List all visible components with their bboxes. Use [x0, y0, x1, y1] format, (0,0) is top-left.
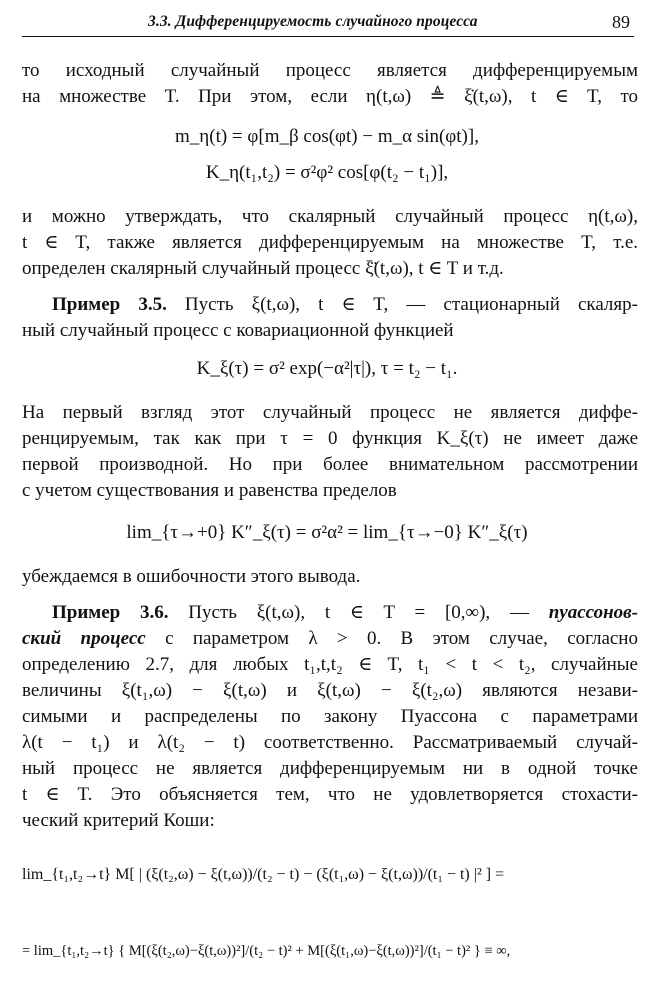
example-text: Пусть ξ(t,ω), t ∈ T, — стационарный скаляр- [184, 294, 638, 315]
text-line: определен скалярный случайный процесс ξ̈(t,ω), t ∈ T и т.д. [22, 258, 504, 279]
formula-limits: lim_{τ→+0} K″_ξ(τ) = σ²α² = lim_{τ→−0} K″_ξ(τ) [126, 522, 528, 543]
running-header [22, 12, 634, 37]
text-line: убеждаемся в ошибочности этого вывода. [22, 566, 361, 587]
text-line: t ∈ T. Это объясняется тем, что не удовлетворяется стохасти- [22, 784, 638, 805]
page-number: 89 [612, 12, 630, 32]
example-heading: Пример 3.5. [52, 294, 167, 315]
text-line: λ(t − t₁) и λ(t₂ − t) соответственно. Рассматриваемый случай- [22, 732, 638, 753]
text-line: На первый взгляд этот случайный процесс не является диффе- [22, 402, 638, 423]
example-3-5-line [52, 292, 638, 318]
formula-covariance: K_ξ(τ) = σ² exp(−α²|τ|), τ = t₂ − t₁. [196, 358, 458, 379]
formula-cauchy-result: = lim_{t₁,t₂→t} { M[(ξ(t₂,ω)−ξ(t,ω))²]/(t₂ − t)² + M[(ξ(t₁,ω)−ξ(t,ω))²]/(t₁ − t)² } ≡ ∞, [22, 943, 511, 959]
text-line: на множестве T. При этом, если η(t,ω) ≜ ξ̇(t,ω), t ∈ T, то [22, 86, 638, 107]
poisson-term: пуассонов- [548, 602, 638, 623]
text-line: ный процесс не является дифференцируемым ни в одной точке [22, 758, 638, 779]
text-line: то исходный случайный процесс является дифференцируемым [22, 60, 638, 81]
text-line: первой производной. Но при более внимательном рассмотрении [22, 454, 638, 475]
example-3-6-line [52, 600, 638, 626]
section-title: 3.3. Дифференцируемость случайного процесса [148, 13, 478, 30]
formula-k-eta: K_η(t₁,t₂) = σ²φ² cos[φ(t₂ − t₁)], [205, 162, 449, 183]
text-line: ный случайный процесс с ковариационной функцией [22, 320, 454, 341]
text-line: симыми и распределены по закону Пуассона с параметрами [22, 706, 638, 727]
example-text: Пусть ξ(t,ω), t ∈ T = [0,∞), — [188, 602, 529, 623]
text-line: величины ξ(t₁,ω) − ξ(t,ω) и ξ(t,ω) − ξ(t₂,ω) являются незави- [22, 680, 638, 701]
poisson-term: ский процесс [22, 628, 146, 649]
text-line: и можно утверждать, что скалярный случайный процесс η(t,ω), [22, 206, 638, 227]
text-line: ческий критерий Коши: [22, 810, 215, 831]
text-line: ренцируемым, так как при τ = 0 функция K_ξ(τ) не имеет даже [22, 428, 638, 449]
example-heading: Пример 3.6. [52, 602, 169, 623]
formula-cauchy-criterion: lim_{t₁,t₂→t} M[ | (ξ(t₂,ω) − ξ(t,ω))/(t₂ − t) − (ξ(t₁,ω) − ξ(t,ω))/(t₁ − t) |² ] = [22, 866, 505, 883]
text-line: t ∈ T, также является дифференцируемым на множестве T, т.е. [22, 232, 638, 253]
formula-m-eta: m_η(t) = φ[m_β cos(φt) − m_α sin(φt)], [175, 126, 479, 147]
text-fragment: с параметром λ > 0. В этом случае, согласно [165, 628, 638, 649]
text-line: с учетом существования и равенства пределов [22, 480, 397, 501]
text-line [22, 626, 638, 652]
text-line: определению 2.7, для любых t₁,t,t₂ ∈ T, t₁ < t < t₂, случайные [22, 654, 638, 675]
